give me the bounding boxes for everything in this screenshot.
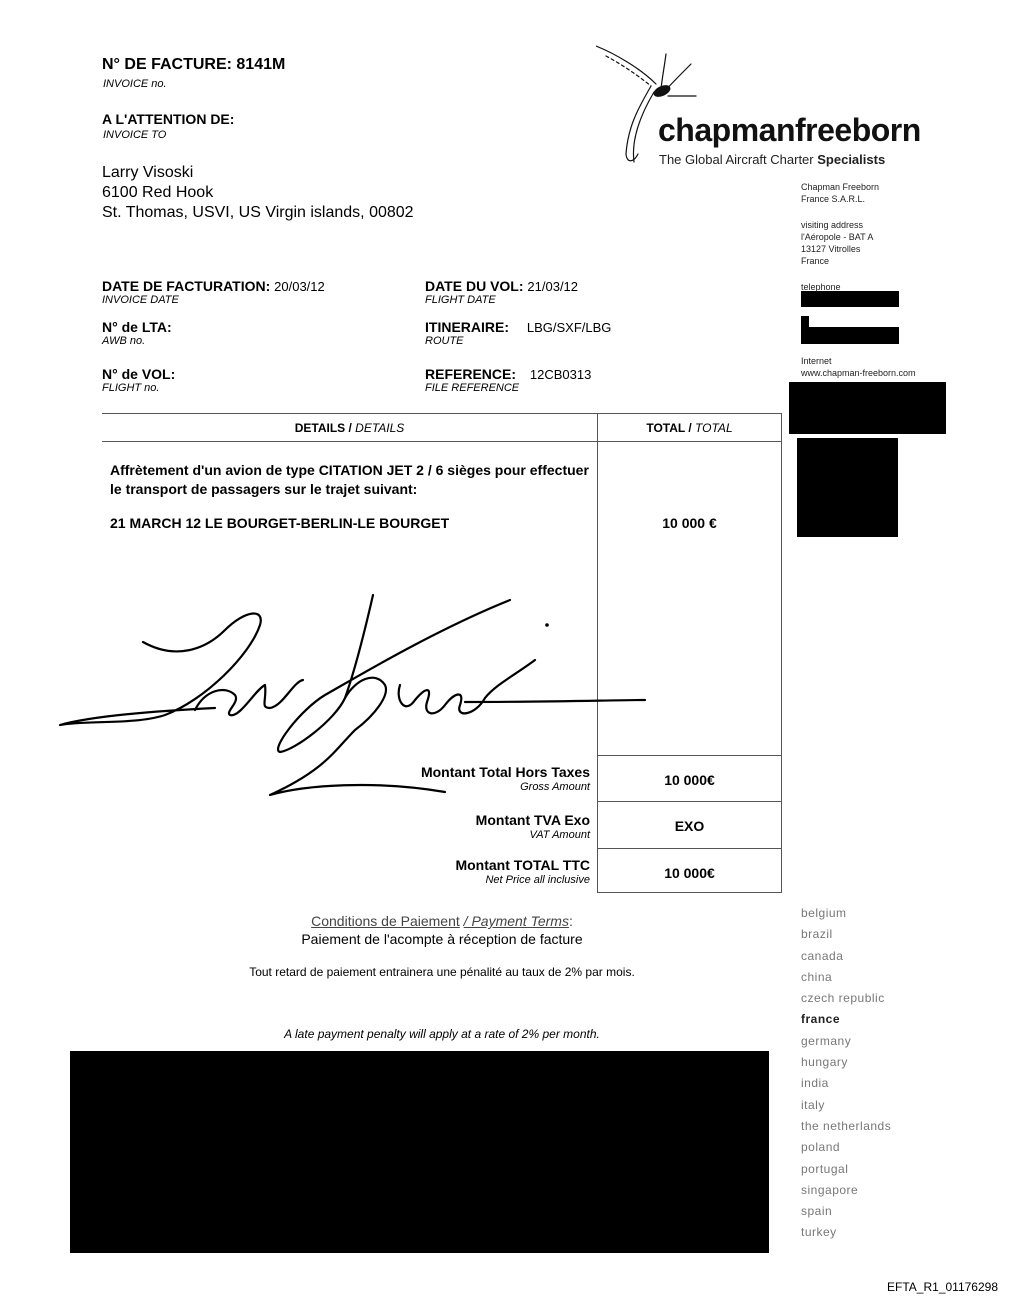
recipient-address — [102, 163, 414, 223]
address-line1: l'Aéropole - BAT A — [801, 232, 874, 242]
vat-amount-value: EXO — [674, 818, 705, 834]
table-sum-divider-2 — [597, 848, 782, 849]
payment-terms-title-en: / Payment Terms — [463, 913, 569, 929]
payment-terms-text: Paiement de l'acompte à réception de facture — [301, 931, 583, 947]
internet-block — [801, 355, 916, 379]
net-amount-label: Montant TOTAL TTC — [455, 857, 590, 873]
vat-amount-sub: VAT Amount — [529, 829, 590, 841]
details-header-en: DETAILS — [355, 421, 405, 435]
awb-sub: AWB no. — [102, 335, 146, 347]
reference-row — [425, 366, 591, 382]
country-item: italy — [801, 1097, 825, 1112]
late-penalty-en: A late payment penalty will apply at a rate of 2% per month. — [284, 1027, 600, 1041]
telephone-label: telephone — [801, 282, 841, 292]
website-link[interactable]: www.chapman-freeborn.com — [801, 368, 916, 378]
country-item-active: france — [801, 1012, 841, 1027]
company-name-line2: France S.A.R.L. — [801, 194, 866, 204]
visiting-address-label: visiting address — [801, 220, 864, 230]
vat-amount-label: Montant TVA Exo — [475, 812, 590, 828]
country-item: germany — [801, 1033, 852, 1048]
country-item: india — [801, 1076, 829, 1091]
invoice-date-sub: INVOICE DATE — [102, 294, 179, 306]
attention-sub: INVOICE TO — [103, 129, 167, 141]
flight-no-sub: FLIGHT no. — [102, 382, 160, 394]
country-item: spain — [801, 1204, 833, 1219]
redaction-block-contact — [789, 382, 946, 434]
invoice-date-value: 20/03/12 — [274, 279, 325, 294]
address-line2: 13127 Vitrolles — [801, 244, 861, 254]
visiting-address-block — [801, 219, 873, 267]
dragonfly-logo-icon — [596, 44, 706, 169]
invoice-date-row — [102, 278, 325, 294]
company-logo-wordmark: chapmanfreeborn — [658, 112, 921, 148]
details-header-fr: DETAILS / — [294, 421, 352, 435]
internet-label: Internet — [801, 356, 832, 366]
gross-amount-value: 10 000€ — [664, 772, 715, 788]
country-list — [801, 906, 891, 1247]
redaction-block-footer — [70, 1051, 769, 1253]
invoice-number-label: N° DE FACTURE: — [102, 56, 232, 73]
country-item: belgium — [801, 906, 847, 920]
tagline-bold: Specialists — [817, 152, 886, 167]
table-bottom-border — [597, 892, 782, 893]
total-header-en: TOTAL — [695, 421, 733, 435]
redaction-block-telephone — [801, 291, 899, 307]
country-item: singapore — [801, 1182, 859, 1197]
gross-amount-label: Montant Total Hors Taxes — [420, 764, 590, 780]
invoice-date-label: DATE DE FACTURATION: — [102, 278, 271, 294]
invoice-number-sub: INVOICE no. — [103, 78, 167, 90]
address-line3: France — [801, 256, 830, 266]
attention-heading: A L'ATTENTION DE: — [102, 111, 235, 127]
route-line: 21 MARCH 12 LE BOURGET-BERLIN-LE BOURGET — [110, 515, 450, 531]
late-penalty-fr: Tout retard de paiement entrainera une pénalité au taux de 2% par mois. — [249, 965, 635, 979]
redaction-block-fax — [801, 327, 899, 344]
invoice-number-heading — [102, 56, 285, 74]
invoice-number-value: 8141M — [236, 56, 286, 73]
handwritten-signature — [55, 590, 655, 805]
route-sub: ROUTE — [425, 335, 464, 347]
reference-value: 12CB0313 — [529, 367, 592, 382]
country-item: hungary — [801, 1055, 848, 1070]
awb-label: N° de LTA: — [102, 319, 172, 335]
company-tagline — [659, 152, 885, 167]
country-item: canada — [801, 948, 844, 963]
net-amount-value: 10 000€ — [664, 865, 715, 881]
net-amount-sub: Net Price all inclusive — [485, 874, 590, 886]
country-item: portugal — [801, 1161, 849, 1176]
company-name-line1: Chapman Freeborn — [801, 182, 880, 192]
gross-amount-sub: Gross Amount — [520, 781, 590, 793]
country-item: poland — [801, 1140, 841, 1155]
redaction-block-bank — [797, 438, 898, 537]
flight-date-row — [425, 278, 578, 294]
country-item: czech republic — [801, 991, 885, 1006]
reference-label: REFERENCE: — [425, 366, 517, 382]
details-column-header — [102, 421, 597, 435]
total-column-header — [597, 421, 782, 435]
recipient-street: 6100 Red Hook — [102, 184, 214, 201]
reference-sub: FILE REFERENCE — [425, 382, 520, 394]
country-item: brazil — [801, 927, 833, 942]
charter-description: Affrètement d'un avion de type CITATION JET 2 / 6 sièges pour effectuer le transport de passagers sur le trajet suivant: — [110, 462, 589, 497]
flight-date-sub: FLIGHT DATE — [425, 294, 496, 306]
route-total: 10 000 € — [662, 515, 717, 531]
route-value: LBG/SXF/LBG — [526, 320, 612, 335]
payment-terms-title — [102, 913, 782, 929]
flight-date-value: 21/03/12 — [527, 279, 579, 294]
document-id: EFTA_R1_01176298 — [887, 1280, 998, 1294]
flight-no-label: N° de VOL: — [102, 366, 176, 382]
table-top-border — [102, 413, 782, 414]
country-item: turkey — [801, 1225, 837, 1240]
payment-terms-title-fr: Conditions de Paiement — [311, 913, 460, 929]
route-label: ITINERAIRE: — [425, 319, 509, 335]
recipient-city: St. Thomas, USVI, US Virgin islands, 00802 — [102, 204, 414, 221]
table-header-border — [102, 441, 782, 442]
recipient-name: Larry Visoski — [102, 164, 194, 181]
tagline-plain: The Global Aircraft Charter — [659, 152, 814, 167]
total-header-fr: TOTAL / — [646, 421, 692, 435]
country-item: china — [801, 969, 833, 984]
company-name-block — [801, 181, 879, 205]
route-row — [425, 319, 611, 335]
country-item: the netherlands — [801, 1118, 892, 1133]
payment-terms-colon: : — [568, 913, 573, 929]
flight-date-label: DATE DU VOL: — [425, 278, 524, 294]
